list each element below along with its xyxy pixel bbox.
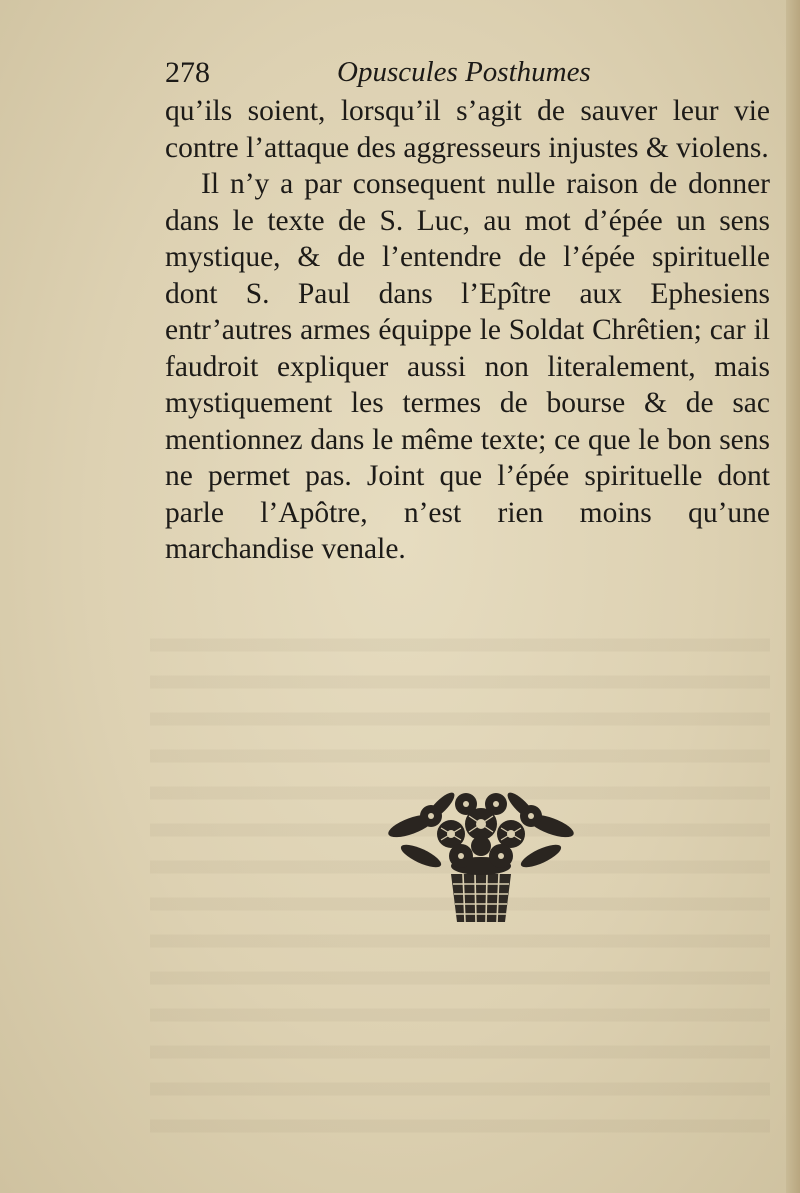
body-text [165, 93, 770, 568]
running-title: Opuscules Posthumes [337, 56, 591, 88]
flower-basket-ornament [381, 786, 581, 926]
running-header [165, 56, 710, 96]
page-number: 278 [165, 56, 210, 89]
paragraph-continuation: qu’ils soient, lorsqu’il s’agit de sauver leur vie contre l’attaque des aggresseurs injustes & violens. [165, 95, 770, 164]
page-edge [786, 0, 800, 1193]
paragraph: Il n’y a par consequent nulle raison de donner dans le texte de S. Luc, au mot d’épée un sens mystique, & de l’entendre de l’épée spirituelle dont S. Paul dans l’Epître aux Ephesiens entr’autres armes équippe le Soldat Chrêtien; car il faudroit expliquer aussi non literalement, mais mystiquement les termes de bourse & de sac mentionnez dans le même texte; ce que le bon sens ne permet pas. Joint que l’épée spirituelle dont parle l’Apôtre, n’est rien moins qu’une marchandise venale. [165, 168, 770, 565]
